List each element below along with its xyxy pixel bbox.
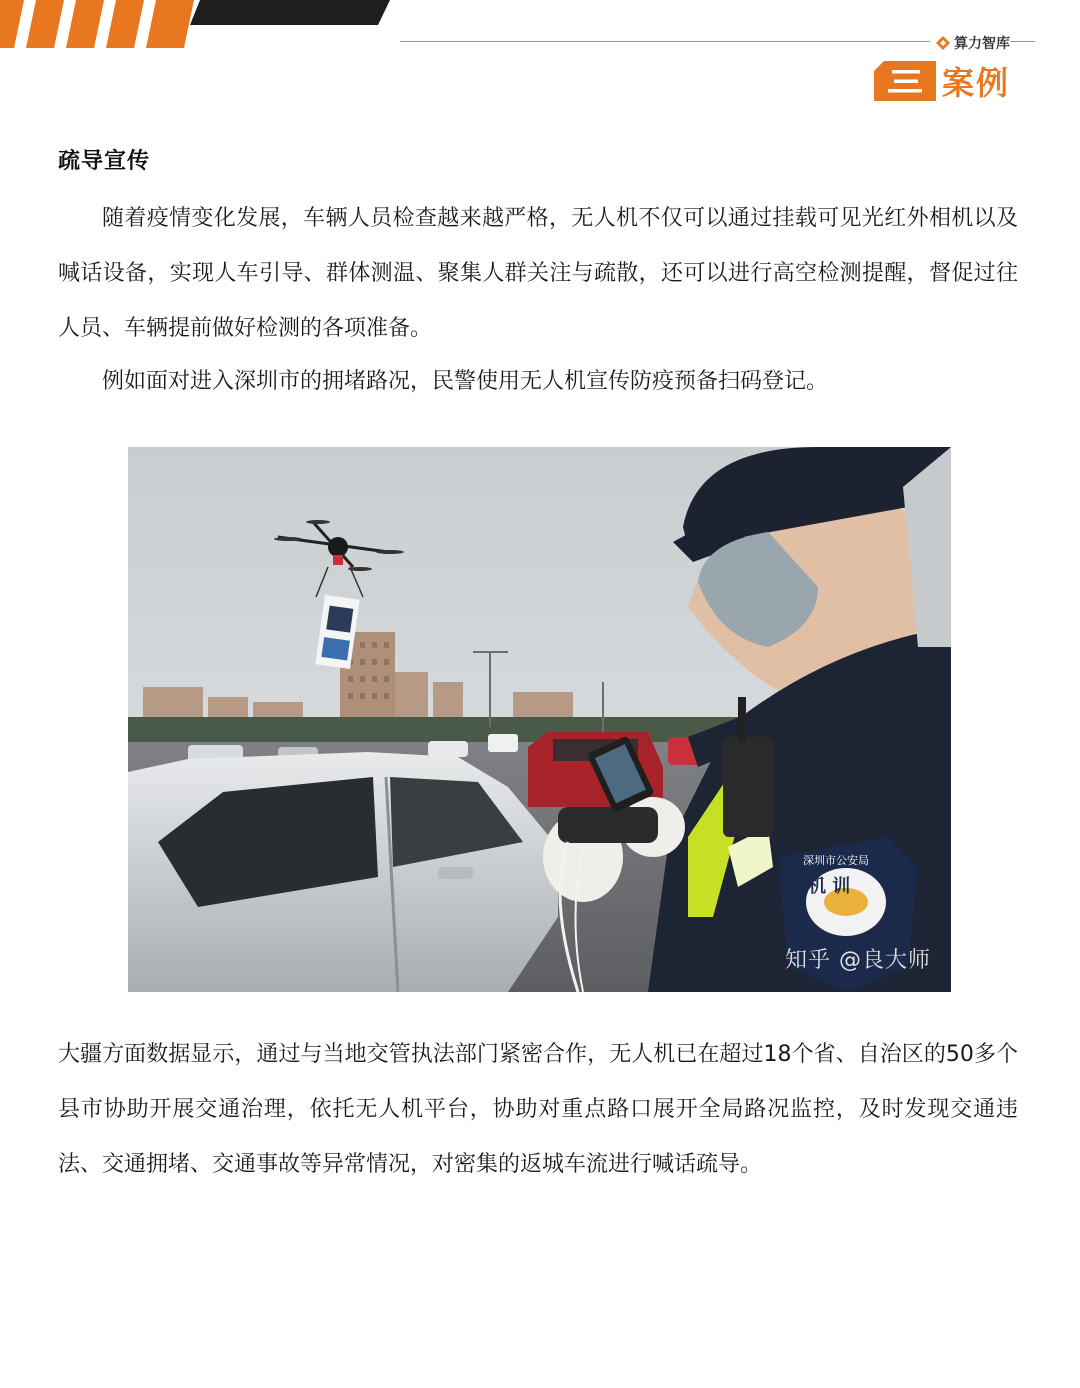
section-label: 案例	[941, 64, 1010, 102]
photo-watermark: 知乎 @良大师	[785, 948, 931, 973]
paragraph-2: 例如面对进入深圳市的拥堵路况，民警使用无人机宣传防疫预备扫码登记。	[102, 369, 829, 394]
drone-police-photo	[128, 447, 951, 992]
badge-center-text: 机 训	[808, 876, 851, 897]
brand-logo-icon	[936, 36, 950, 50]
brand-name: 算力智库	[954, 36, 1010, 52]
section-heading: 疏导宣传	[58, 149, 151, 174]
three-lines-icon	[874, 61, 936, 101]
brand-logo	[930, 33, 1010, 53]
section-tag	[874, 58, 1010, 104]
paragraph-1: 随着疫情变化发展，车辆人员检查越来越严格，无人机不仅可以通过挂载可见光红外相机以及喊话设备，实现人车引导、群体测温、聚集人群关注与疏散，还可以进行高空检测提醒，督促过往人员、车辆提前做好检测的各项准备。	[58, 206, 1018, 341]
photo-illustration	[128, 447, 951, 992]
paragraph-3: 大疆方面数据显示，通过与当地交管执法部门紧密合作，无人机已在超过18个省、自治区的50多个县市协助开展交通治理，依托无人机平台，协助对重点路口展开全局路况监控，及时发现交通违法、交通拥堵、交通事故等异常情况，对密集的返城车流进行喊话疏导。	[58, 1042, 1018, 1177]
header-stripes-decoration	[0, 0, 400, 48]
badge-top-text: 深圳市公安局	[803, 854, 869, 867]
